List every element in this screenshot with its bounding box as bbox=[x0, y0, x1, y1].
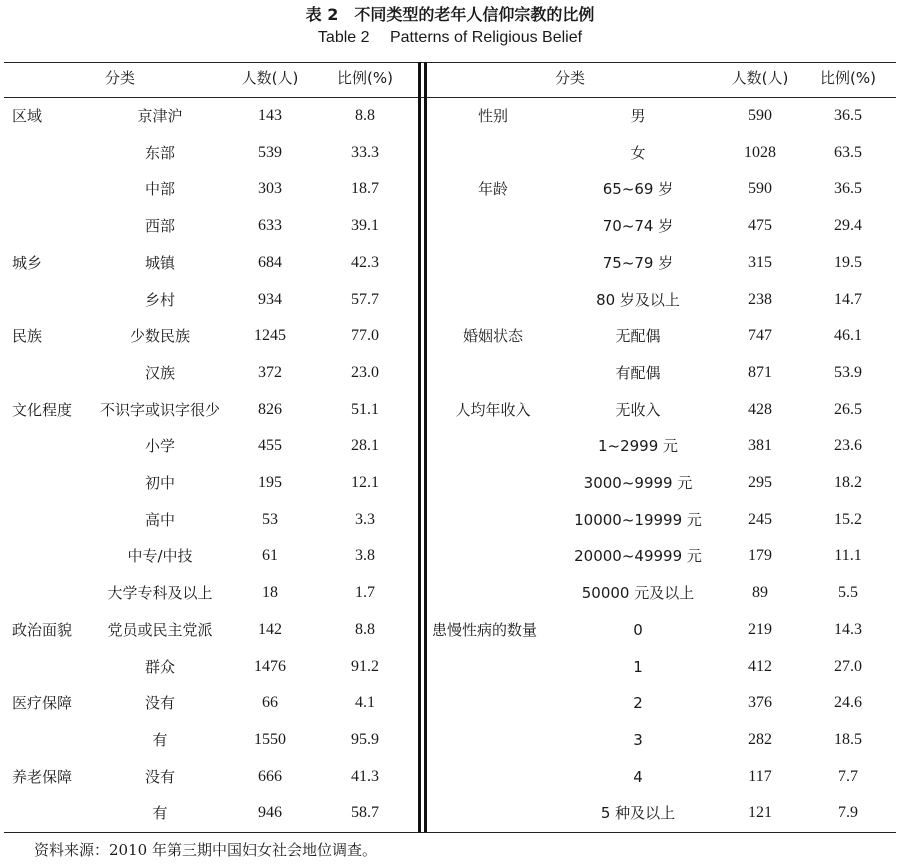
left-ratio-cell: 1.7 bbox=[355, 584, 375, 601]
right-count-cell: 475 bbox=[748, 217, 772, 234]
right-count-cell: 1028 bbox=[744, 144, 776, 161]
right-group-cell bbox=[438, 795, 548, 831]
right-count-cell: 117 bbox=[748, 768, 772, 785]
center-divider-right bbox=[424, 62, 427, 832]
right-group-cell bbox=[438, 759, 548, 795]
left-count-cell: 53 bbox=[262, 511, 278, 528]
right-count-cell: 871 bbox=[748, 364, 772, 381]
right-count-cell: 282 bbox=[748, 731, 772, 748]
right-ratio-cell: 63.5 bbox=[834, 144, 862, 161]
left-group-cell: 政治面貌 bbox=[12, 621, 73, 639]
left-ratio-cell: 12.1 bbox=[351, 474, 379, 491]
left-group-cell bbox=[12, 575, 102, 611]
left-subcategory-cell: 乡村 bbox=[144, 291, 175, 309]
left-count-cell: 666 bbox=[258, 768, 282, 785]
right-subcategory-cell: 男 bbox=[630, 107, 646, 125]
left-ratio-cell: 8.8 bbox=[355, 621, 375, 638]
right-ratio-cell: 27.0 bbox=[834, 658, 862, 675]
left-count-cell: 1245 bbox=[254, 327, 286, 344]
right-count-cell: 376 bbox=[748, 694, 772, 711]
left-ratio-cell: 3.8 bbox=[355, 547, 375, 564]
right-ratio-cell: 24.6 bbox=[834, 694, 862, 711]
right-subcategory-cell: 1 bbox=[633, 658, 643, 676]
right-subcategory-cell: 无配偶 bbox=[615, 327, 661, 345]
right-ratio-cell: 36.5 bbox=[834, 107, 862, 124]
right-ratio-cell: 18.5 bbox=[834, 731, 862, 748]
left-count-cell: 1476 bbox=[254, 658, 286, 675]
right-count-cell: 381 bbox=[748, 437, 772, 454]
left-subcategory-cell: 有 bbox=[152, 804, 168, 822]
left-count-cell: 372 bbox=[258, 364, 282, 381]
left-subcategory-cell: 高中 bbox=[144, 511, 175, 529]
right-count-cell: 747 bbox=[748, 327, 772, 344]
left-subcategory-cell: 西部 bbox=[144, 217, 175, 235]
right-group-cell: 婚姻状态 bbox=[462, 327, 523, 345]
right-ratio-cell: 19.5 bbox=[834, 254, 862, 271]
left-group-cell: 文化程度 bbox=[12, 401, 73, 419]
right-subcategory-cell: 20000~49999 元 bbox=[574, 547, 702, 565]
left-count-cell: 66 bbox=[262, 694, 278, 711]
right-ratio-cell: 14.3 bbox=[834, 621, 862, 638]
left-count-cell: 1550 bbox=[254, 731, 286, 748]
right-ratio-cell: 15.2 bbox=[834, 511, 862, 528]
right-ratio-cell: 53.9 bbox=[834, 364, 862, 381]
left-ratio-cell: 4.1 bbox=[355, 694, 375, 711]
left-group-cell: 区域 bbox=[12, 107, 43, 125]
right-header-ratio: 比例(%) bbox=[820, 69, 876, 87]
left-group-cell bbox=[12, 208, 102, 244]
right-group-cell: 性别 bbox=[477, 107, 508, 125]
right-count-cell: 121 bbox=[748, 804, 772, 821]
right-subcategory-cell: 0 bbox=[633, 621, 643, 639]
right-group-cell: 年龄 bbox=[477, 180, 508, 198]
left-ratio-cell: 28.1 bbox=[351, 437, 379, 454]
left-ratio-cell: 42.3 bbox=[351, 254, 379, 271]
left-ratio-cell: 33.3 bbox=[351, 144, 379, 161]
right-count-cell: 412 bbox=[748, 658, 772, 675]
left-count-cell: 195 bbox=[258, 474, 282, 491]
right-group-cell bbox=[438, 282, 548, 318]
right-count-cell: 590 bbox=[748, 180, 772, 197]
left-count-cell: 18 bbox=[262, 584, 278, 601]
right-ratio-cell: 7.7 bbox=[838, 768, 858, 785]
right-group-cell bbox=[438, 135, 548, 171]
left-ratio-cell: 41.3 bbox=[351, 768, 379, 785]
left-header-count: 人数(人) bbox=[241, 69, 299, 87]
right-group-cell bbox=[438, 465, 548, 501]
left-group-cell bbox=[12, 171, 102, 207]
table-title-english: Table 2 Patterns of Religious Belief bbox=[317, 29, 583, 46]
right-subcategory-cell: 有配偶 bbox=[615, 364, 661, 382]
right-group-cell bbox=[438, 575, 548, 611]
right-count-cell: 295 bbox=[748, 474, 772, 491]
left-ratio-cell: 51.1 bbox=[351, 401, 379, 418]
left-group-cell bbox=[12, 282, 102, 318]
right-group-cell bbox=[438, 722, 548, 758]
left-group-cell bbox=[12, 722, 102, 758]
left-group-cell bbox=[12, 355, 102, 391]
right-subcategory-cell: 4 bbox=[633, 768, 643, 786]
right-subcategory-cell: 75~79 岁 bbox=[602, 254, 674, 272]
right-ratio-cell: 29.4 bbox=[834, 217, 862, 234]
right-subcategory-cell: 70~74 岁 bbox=[602, 217, 674, 235]
left-group-cell bbox=[12, 428, 102, 464]
left-group-cell: 医疗保障 bbox=[12, 694, 73, 712]
left-ratio-cell: 77.0 bbox=[351, 327, 379, 344]
left-count-cell: 946 bbox=[258, 804, 282, 821]
left-ratio-cell: 95.9 bbox=[351, 731, 379, 748]
right-group-cell: 人均年收入 bbox=[455, 401, 531, 419]
right-count-cell: 219 bbox=[748, 621, 772, 638]
center-divider-left bbox=[418, 62, 421, 832]
left-group-cell bbox=[12, 795, 102, 831]
left-group-cell bbox=[12, 649, 102, 685]
right-group-cell: 患慢性病的数量 bbox=[432, 621, 538, 639]
left-subcategory-cell: 汉族 bbox=[144, 364, 175, 382]
left-group-cell: 城乡 bbox=[12, 254, 43, 272]
right-subcategory-cell: 3 bbox=[633, 731, 643, 749]
left-subcategory-cell: 东部 bbox=[144, 144, 175, 162]
left-ratio-cell: 39.1 bbox=[351, 217, 379, 234]
left-count-cell: 684 bbox=[258, 254, 282, 271]
right-group-cell bbox=[438, 502, 548, 538]
right-count-cell: 238 bbox=[748, 291, 772, 308]
left-group-cell bbox=[12, 538, 102, 574]
source-note: 资料来源：2010 年第三期中国妇女社会地位调查。 bbox=[34, 841, 377, 859]
right-group-cell bbox=[438, 355, 548, 391]
right-subcategory-cell: 80 岁及以上 bbox=[596, 291, 680, 309]
right-subcategory-cell: 2 bbox=[633, 694, 643, 712]
left-ratio-cell: 3.3 bbox=[355, 511, 375, 528]
right-ratio-cell: 14.7 bbox=[834, 291, 862, 308]
left-subcategory-cell: 没有 bbox=[144, 694, 175, 712]
right-ratio-cell: 26.5 bbox=[834, 401, 862, 418]
right-subcategory-cell: 3000~9999 元 bbox=[583, 474, 693, 492]
left-group-cell bbox=[12, 502, 102, 538]
left-group-cell: 养老保障 bbox=[12, 768, 73, 786]
left-subcategory-cell: 城镇 bbox=[144, 254, 175, 272]
left-ratio-cell: 57.7 bbox=[351, 291, 379, 308]
right-ratio-cell: 46.1 bbox=[834, 327, 862, 344]
left-ratio-cell: 23.0 bbox=[351, 364, 379, 381]
left-count-cell: 455 bbox=[258, 437, 282, 454]
right-count-cell: 89 bbox=[752, 584, 768, 601]
right-count-cell: 315 bbox=[748, 254, 772, 271]
left-subcategory-cell: 党员或民主党派 bbox=[107, 621, 213, 639]
right-header-count: 人数(人) bbox=[731, 69, 789, 87]
right-header-category: 分类 bbox=[554, 69, 585, 87]
left-subcategory-cell: 小学 bbox=[144, 437, 175, 455]
right-ratio-cell: 7.9 bbox=[838, 804, 858, 821]
left-header-category: 分类 bbox=[104, 69, 135, 87]
right-ratio-cell: 5.5 bbox=[838, 584, 858, 601]
left-count-cell: 633 bbox=[258, 217, 282, 234]
left-subcategory-cell: 没有 bbox=[144, 768, 175, 786]
right-subcategory-cell: 50000 元及以上 bbox=[581, 584, 695, 602]
left-count-cell: 303 bbox=[258, 180, 282, 197]
right-group-cell bbox=[438, 685, 548, 721]
right-subcategory-cell: 5 种及以上 bbox=[600, 804, 676, 822]
left-subcategory-cell: 京津沪 bbox=[137, 107, 183, 125]
left-count-cell: 142 bbox=[258, 621, 282, 638]
right-group-cell bbox=[438, 245, 548, 281]
right-ratio-cell: 11.1 bbox=[834, 547, 862, 564]
right-subcategory-cell: 65~69 岁 bbox=[602, 180, 674, 198]
right-group-cell bbox=[438, 428, 548, 464]
right-subcategory-cell: 10000~19999 元 bbox=[574, 511, 702, 529]
left-count-cell: 61 bbox=[262, 547, 278, 564]
left-subcategory-cell: 中部 bbox=[144, 180, 175, 198]
left-subcategory-cell: 有 bbox=[152, 731, 168, 749]
right-group-cell bbox=[438, 538, 548, 574]
left-header-ratio: 比例(%) bbox=[337, 69, 393, 87]
left-count-cell: 143 bbox=[258, 107, 282, 124]
right-group-cell bbox=[438, 208, 548, 244]
left-group-cell: 民族 bbox=[12, 327, 43, 345]
left-subcategory-cell: 不识字或识字很少 bbox=[99, 401, 220, 419]
right-count-cell: 428 bbox=[748, 401, 772, 418]
left-subcategory-cell: 群众 bbox=[144, 658, 175, 676]
right-count-cell: 179 bbox=[748, 547, 772, 564]
left-subcategory-cell: 中专/中技 bbox=[127, 547, 193, 565]
left-subcategory-cell: 少数民族 bbox=[129, 327, 190, 345]
bottom-rule bbox=[4, 832, 896, 833]
left-ratio-cell: 58.7 bbox=[351, 804, 379, 821]
left-subcategory-cell: 初中 bbox=[144, 474, 175, 492]
left-subcategory-cell: 大学专科及以上 bbox=[107, 584, 213, 602]
left-group-cell bbox=[12, 465, 102, 501]
right-count-cell: 245 bbox=[748, 511, 772, 528]
right-subcategory-cell: 女 bbox=[630, 144, 646, 162]
left-group-cell bbox=[12, 135, 102, 171]
left-count-cell: 826 bbox=[258, 401, 282, 418]
left-count-cell: 539 bbox=[258, 144, 282, 161]
right-ratio-cell: 18.2 bbox=[834, 474, 862, 491]
right-subcategory-cell: 1~2999 元 bbox=[597, 437, 679, 455]
right-count-cell: 590 bbox=[748, 107, 772, 124]
left-ratio-cell: 18.7 bbox=[351, 180, 379, 197]
right-ratio-cell: 23.6 bbox=[834, 437, 862, 454]
table-title-chinese: 表 2 不同类型的老年人信仰宗教的比例 bbox=[305, 5, 595, 24]
right-subcategory-cell: 无收入 bbox=[615, 401, 661, 419]
right-ratio-cell: 36.5 bbox=[834, 180, 862, 197]
left-ratio-cell: 8.8 bbox=[355, 107, 375, 124]
left-ratio-cell: 91.2 bbox=[351, 658, 379, 675]
right-group-cell bbox=[438, 649, 548, 685]
left-count-cell: 934 bbox=[258, 291, 282, 308]
